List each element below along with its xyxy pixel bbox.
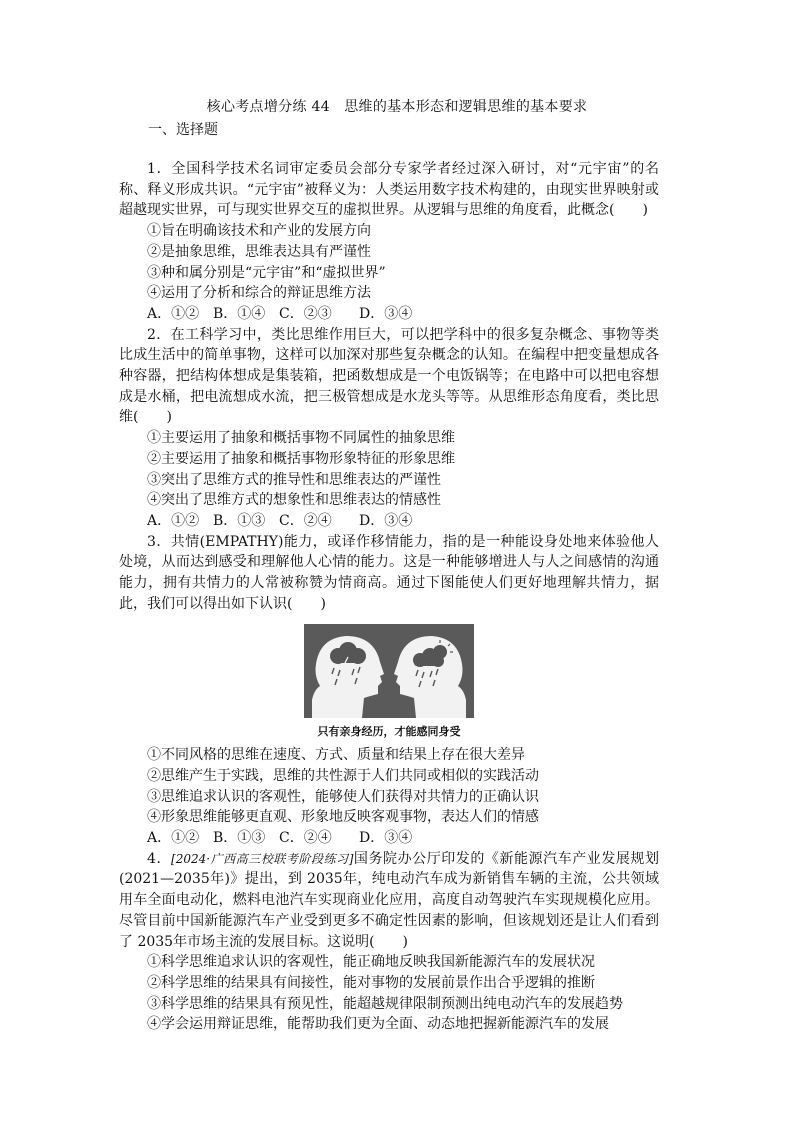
question-list — [119, 159, 659, 1035]
option-item: ④运用了分析和综合的辩证思维方法 — [147, 285, 371, 302]
choice-b[interactable]: B．①③ — [213, 829, 266, 846]
option-item: ③种和属分别是“元宇宙”和“虚拟世界” — [147, 264, 386, 281]
choice-a[interactable]: A．①② — [147, 829, 200, 846]
question-stem: 3．共情(EMPATHY)能力，或译作移情能力，指的是一种能设身处地来体验他人处境，从而达到感受和理解他人心情的能力。这是一种能够增进人与人之间感情的沟通能力，拥有共情力的人常被称赞为情商高。通过下图能使人们更好地理解共情力，据此，我们可以得出如下认识( ) — [119, 533, 659, 612]
option-item: ④突出了思维方式的想象性和思维表达的情感性 — [147, 492, 441, 509]
option-item: ④学会运用辩证思维，能帮助我们更为全面、动态地把握新能源汽车的发展 — [147, 1016, 609, 1033]
choice-c[interactable]: C．②④ — [279, 829, 332, 846]
answer-choices — [119, 828, 659, 849]
option-item: ①科学思维追求认识的客观性，能正确地反映我国新能源汽车的发展状况 — [147, 954, 595, 971]
question-stem — [119, 849, 659, 953]
figure-caption: 只有亲身经历，才能感同身受 — [317, 725, 461, 739]
choice-a[interactable]: A．①② — [147, 305, 200, 322]
empathy-figure — [304, 624, 474, 743]
option-item: ①主要运用了抽象和概括事物不同属性的抽象思维 — [147, 430, 455, 447]
option-item: ②思维产生于实践，思维的共性源于人们共同或相似的实践活动 — [147, 767, 539, 784]
question-2 — [119, 325, 659, 532]
choice-a[interactable]: A．①② — [147, 512, 200, 529]
question-3 — [119, 532, 659, 849]
choice-b[interactable]: B．①④ — [213, 305, 266, 322]
choice-b[interactable]: B．①③ — [213, 512, 266, 529]
option-item: ③思维追求认识的客观性，能够使人们获得对共情力的正确认识 — [147, 788, 539, 805]
choice-c[interactable]: C．②③ — [279, 305, 332, 322]
answer-choices — [119, 511, 659, 532]
option-item: ②科学思维的结果具有间接性，能对事物的发展前景作出合乎逻辑的推断 — [147, 974, 595, 991]
question-4 — [119, 849, 659, 1035]
option-item: ②是抽象思维，思维表达具有严谨性 — [147, 243, 371, 260]
option-item: ③突出了思维方式的推导性和思维表达的严谨性 — [147, 471, 441, 488]
question-1 — [119, 159, 659, 325]
answer-choices — [119, 304, 659, 325]
choice-d[interactable]: D．③④ — [359, 512, 413, 529]
section-heading: 一、选择题 — [148, 122, 218, 138]
option-item: ③科学思维的结果具有预见性，能超越规律限制预测出纯电动汽车的发展趋势 — [147, 995, 623, 1012]
question-stem: 1．全国科学技术名词审定委员会部分专家学者经过深入研讨，对“元宇宙”的名称、释义形成共识。“元宇宙”被释义为：人类运用数字技术构建的，由现实世界映射或超越现实世界，可与现实世界交互的虚拟世界。从逻辑与思维的角度看，此概念( ) — [119, 161, 659, 219]
question-stem-text: 国务院办公厅印发的《新能源汽车产业发展规划(2021—2035年)》提出，到 2035年，纯电动汽车成为新销售车辆的主流，公共领域用车全面电动化，燃料电池汽车实现商业化应用，高度自动驾驶汽车实现规模化应用。尽管目前中国新能源汽车产业受到更多不确定性因素的影响，但该规划还是让人们看到了 2035年市场主流的发展目标。这说明( ) — [119, 850, 659, 950]
empathy-illustration — [304, 624, 474, 718]
question-number: 4． — [147, 850, 172, 867]
question-source: [2024·广西高三校联考阶段练习] — [171, 851, 354, 866]
option-item: ①旨在明确该技术和产业的发展方向 — [147, 223, 371, 240]
page-title: 核心考点增分练 44 思维的基本形态和逻辑思维的基本要求 — [206, 99, 588, 115]
option-item: ②主要运用了抽象和概括事物形象特征的形象思维 — [147, 450, 455, 467]
question-stem: 2．在工科学习中，类比思维作用巨大，可以把学科中的很多复杂概念、事物等类比成生活中的简单事物，这样可以加深对那些复杂概念的认知。在编程中把变量想成各种容器，把结构体想成是集装箱，把函数想成是一个电饭锅等；在电路中可以把电容想成是水桶，把电流想成水流，把三极管想成是水龙头等等。从思维形态角度看，类比思维( ) — [119, 326, 659, 426]
choice-c[interactable]: C．②④ — [279, 512, 332, 529]
choice-d[interactable]: D．③④ — [359, 305, 413, 322]
option-item: ①不同风格的思维在速度、方式、质量和结果上存在很大差异 — [147, 747, 525, 764]
choice-d[interactable]: D．③④ — [359, 829, 413, 846]
option-item: ④形象思维能够更直观、形象地反映客观事物，表达人们的情感 — [147, 809, 539, 826]
